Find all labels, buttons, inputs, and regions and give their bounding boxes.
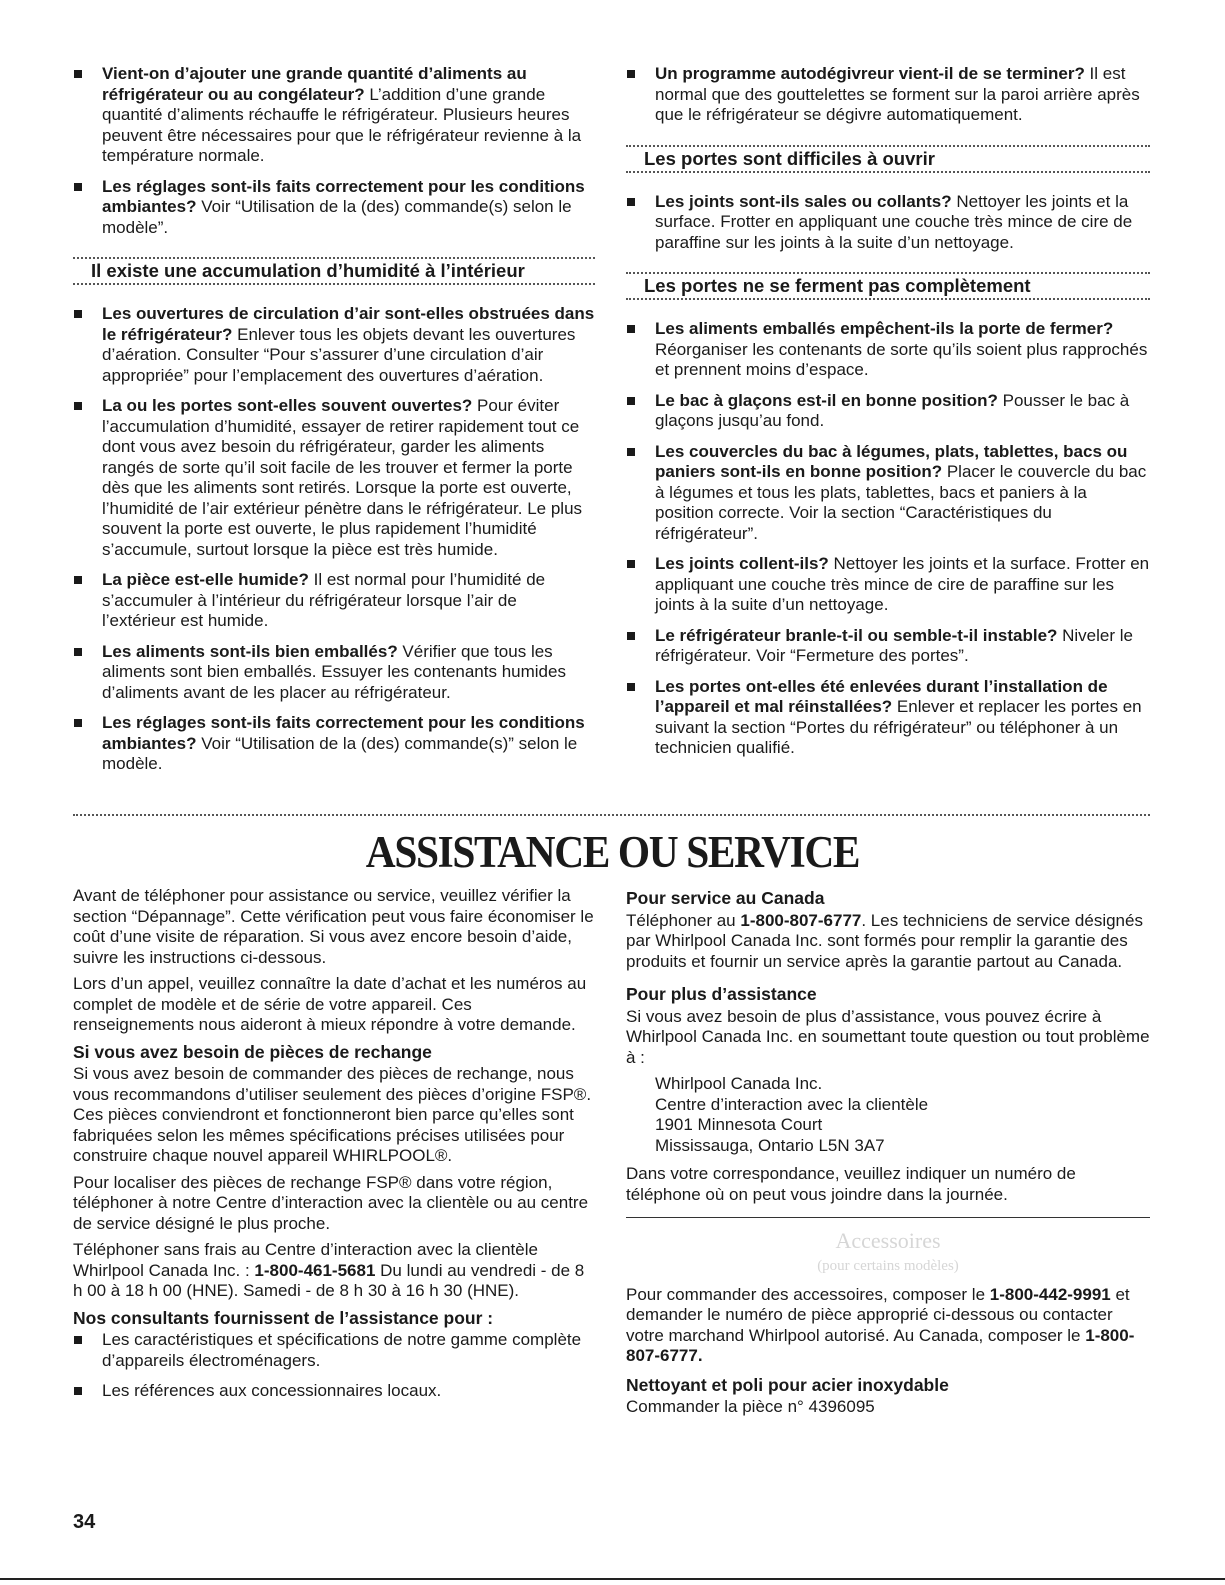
list-item bbox=[626, 626, 1150, 667]
title-divider bbox=[73, 814, 1150, 816]
answer-text: Placer le couvercle du bac à légumes et tous les plats, tablettes, bacs et paniers à la position correcte. Voir la section “Caractéristiques du réfrigérateur”. bbox=[655, 462, 1147, 543]
section-heading-text: Il existe une accumulation d’humidité à l’intérieur bbox=[91, 260, 525, 281]
list-item bbox=[73, 396, 595, 560]
bullet-list bbox=[626, 192, 1150, 254]
call-info-paragraph: Lors d’un appel, veuillez connaître la date d’achat et les numéros au complet de modèle et de série de votre appareil. Ces renseignements nous aideront à mieux répondre à votre demande. bbox=[73, 974, 587, 1034]
list-item bbox=[626, 442, 1150, 545]
answer-text: Enlever et replacer les portes en suivant la section “Portes du réfrigérateur” ou téléphoner à un technicien qualifié. bbox=[655, 697, 1142, 757]
answer-text: Voir “Utilisation de la (des) commande(s) selon le modèle”. bbox=[102, 197, 572, 237]
answer-text: Pousser le bac à glaçons jusqu’au fond. bbox=[655, 390, 1130, 430]
address-line: Mississauga, Ontario L5N 3A7 bbox=[655, 1135, 885, 1155]
canada-service-paragraph bbox=[626, 911, 1150, 973]
list-item bbox=[73, 64, 595, 167]
list-item bbox=[626, 64, 1150, 126]
question-text: Les réglages sont-ils faits correctement pour les conditions ambiantes? bbox=[102, 713, 585, 753]
top-right-column bbox=[626, 64, 1150, 769]
dotted-rule bbox=[626, 298, 1150, 300]
section-divider bbox=[626, 1217, 1150, 1218]
bullet-list bbox=[73, 304, 595, 775]
canada-service-heading: Pour service au Canada bbox=[626, 888, 825, 908]
list-item bbox=[73, 177, 595, 239]
more-assistance-heading: Pour plus d’assistance bbox=[626, 984, 817, 1004]
question-text: Vient-on d’ajouter une grande quantité d’aliments au réfrigérateur ou au congélateur? bbox=[102, 64, 527, 104]
answer-text: Niveler le réfrigérateur. Voir “Fermeture des portes”. bbox=[655, 625, 1133, 665]
question-text: Les réglages sont-ils faits correctement pour les conditions ambiantes? bbox=[102, 176, 585, 216]
accessories-subheading: (pour certains modèles) bbox=[817, 1258, 959, 1274]
question-text: Les joints collent-ils? bbox=[655, 554, 829, 573]
bottom-right-column bbox=[626, 886, 1150, 1424]
question-text: La ou les portes sont-elles souvent ouvertes? bbox=[102, 396, 473, 415]
list-item bbox=[73, 304, 595, 386]
cleaner-part-number: Commander la pièce n° 4396095 bbox=[626, 1397, 875, 1416]
address-line: Whirlpool Canada Inc. bbox=[655, 1074, 823, 1093]
list-item bbox=[626, 192, 1150, 254]
dotted-rule bbox=[73, 283, 595, 285]
question-text: Les portes ont-elles été enlevées durant l’installation de l’appareil et mal réinstallées? bbox=[655, 676, 1108, 716]
address-line: 1901 Minnesota Court bbox=[655, 1115, 823, 1134]
list-item: Les caractéristiques et spécifications de notre gamme complète d’appareils électroménagers. bbox=[73, 1330, 595, 1371]
question-text: Le réfrigérateur branle-t-il ou semble-t-il instable? bbox=[655, 625, 1058, 645]
canada-text: Téléphoner au bbox=[626, 910, 741, 930]
canada-text: . Les techniciens de service désignés par Whirlpool Canada Inc. sont formés pour remplir la garantie des produits et fournir un service après la garantie partout au Canada. bbox=[626, 910, 1143, 971]
accessories-text: et demander le numéro de pièce approprié ci-dessous ou contacter votre marchand Whirlpool autorisé. Au Canada, composer le bbox=[626, 1284, 1130, 1345]
parts-heading: Si vous avez besoin de pièces de rechange bbox=[73, 1041, 432, 1062]
answer-text: Il est normal que des gouttelettes se forment sur la paroi arrière après que le réfrigérateur se dégivre automatiquement. bbox=[655, 64, 1140, 124]
answer-text: Enlever tous les objets devant les ouvertures d’aération. Consulter “Pour s’assurer d’une circulation d’air appropriée” pour l’emplacement des ouvertures d’aération. bbox=[102, 324, 576, 385]
answer-text: Réorganiser les contenants de sorte qu’ils soient plus rapprochés et prennent moins d’espace. bbox=[655, 339, 1148, 379]
parts-locate-paragraph: Pour localiser des pièces de rechange FSP® dans votre région, téléphoner à notre Centre d’interaction avec la clientèle ou au centre de service désigné le plus proche. bbox=[73, 1172, 589, 1233]
toll-free-paragraph bbox=[73, 1240, 595, 1302]
question-text: Les ouvertures de circulation d’air sont-elles obstruées dans le réfrigérateur? bbox=[102, 304, 595, 344]
question-text: Les joints sont-ils sales ou collants? bbox=[655, 191, 952, 211]
list-item bbox=[626, 677, 1150, 759]
bullet-list bbox=[73, 64, 595, 238]
intro-paragraph: Avant de téléphoner pour assistance ou service, veuillez vérifier la section “Dépannage”. Cette vérification peut vous faire économiser le coût d’une visite de réparation. Si vous avez encore besoin d’aide, suivre les instructions ci-dessous. bbox=[73, 886, 594, 967]
correspondence-paragraph: Dans votre correspondance, veuillez indiquer un numéro de téléphone où on peut vous joindre dans la journée. bbox=[626, 1164, 1076, 1204]
answer-text: Vérifier que tous les aliments sont bien emballés. Essuyer les contenants humides d’aliments avant de les placer au réfrigérateur. bbox=[102, 641, 566, 702]
address-line: Centre d’interaction avec la clientèle bbox=[655, 1094, 929, 1114]
page-number: 34 bbox=[73, 1511, 96, 1533]
mailing-address bbox=[626, 1074, 1150, 1156]
accessories-text: Pour commander des accessoires, composer le bbox=[626, 1284, 990, 1304]
section-heading bbox=[626, 263, 1150, 309]
list-item bbox=[626, 319, 1150, 381]
top-left-column bbox=[73, 64, 595, 785]
phone-number: 1-800-461-5681 bbox=[254, 1260, 376, 1280]
consultants-list bbox=[73, 1330, 595, 1402]
list-item bbox=[73, 570, 595, 632]
page-title: ASSISTANCE OU SERVICE bbox=[365, 827, 860, 877]
question-text: Les aliments emballés empêchent-ils la porte de fermer? bbox=[655, 319, 1114, 338]
question-text: Les aliments sont-ils bien emballés? bbox=[102, 641, 398, 661]
bullet-list bbox=[626, 64, 1150, 126]
consultants-heading: Nos consultants fournissent de l’assistance pour : bbox=[73, 1307, 494, 1328]
accessories-paragraph bbox=[626, 1285, 1150, 1367]
question-text: La pièce est-elle humide? bbox=[102, 570, 309, 589]
answer-text: Pour éviter l’accumulation d’humidité, essayer de retirer rapidement tout ce dont vous avez besoin du réfrigérateur, garder les aliments rangés de sorte qu’il soit facile de les trouver et fermer la porte dès que les aliments sont retirés. Lorsque la porte est ouverte, l’humidité de l’air extérieur pénètre dans le réfrigérateur. Le plus souvent la porte est ouverte, le plus rapidement l’humidité s’accumule, surtout lorsque la pièce est très humide. bbox=[102, 396, 583, 559]
bullet-list bbox=[626, 319, 1150, 759]
question-text: Le bac à glaçons est-il en bonne position? bbox=[655, 390, 998, 410]
accessories-heading: Accessoires bbox=[835, 1228, 941, 1253]
dotted-rule bbox=[626, 171, 1150, 173]
cleaner-heading: Nettoyant et poli pour acier inoxydable bbox=[626, 1374, 949, 1395]
section-heading-text: Les portes ne se ferment pas complètement bbox=[644, 275, 1031, 296]
answer-text: Il est normal pour l’humidité de s’accumuler à l’intérieur du réfrigérateur lorsque l’air de l’extérieur est humide. bbox=[102, 570, 546, 630]
parts-paragraph: Si vous avez besoin de commander des pièces de rechange, nous vous recommandons d’utiliser seulement des pièces d’origine FSP®. Ces pièces conviendront et fonctionneront bien parce qu’elles sont fabriquées selon les mêmes spécifications précises utilisées pour construire chaque nouvel appareil WHIRLPOOL®. bbox=[73, 1064, 592, 1165]
answer-text: Voir “Utilisation de la (des) commande(s)” selon le modèle. bbox=[102, 733, 578, 773]
section-heading bbox=[73, 248, 595, 294]
toll-free-text: Téléphoner sans frais au Centre d’interaction avec la clientèle Whirlpool Canada Inc. : bbox=[73, 1240, 538, 1280]
section-heading-text: Les portes sont difficiles à ouvrir bbox=[644, 147, 935, 169]
more-assistance-paragraph: Si vous avez besoin de plus d’assistance, vous pouvez écrire à Whirlpool Canada Inc. en soumettant toute question ou tout problème à : bbox=[626, 1006, 1150, 1067]
bottom-rule bbox=[0, 1578, 1225, 1580]
answer-text: Nettoyer les joints et la surface. Frotter en appliquant une couche très mince de cire de paraffine sur les joints à la suite d’un nettoyage. bbox=[655, 191, 1133, 252]
phone-number: 1-800-807-6777 bbox=[740, 910, 862, 930]
question-text: Les couvercles du bac à légumes, plats, tablettes, bacs ou paniers sont-ils en bonne position? bbox=[655, 441, 1128, 481]
list-item bbox=[73, 642, 595, 704]
bottom-left-column bbox=[73, 886, 595, 1412]
hours-text: Du lundi au vendredi - de 8 h 00 à 18 h 00 (HNE). Samedi - de 8 h 30 à 16 h 30 (HNE). bbox=[73, 1260, 585, 1300]
question-text: Un programme autodégivreur vient-il de se terminer? bbox=[655, 64, 1085, 83]
list-item bbox=[73, 713, 595, 775]
list-item: Les références aux concessionnaires locaux. bbox=[73, 1381, 595, 1402]
section-heading bbox=[626, 136, 1150, 182]
list-item bbox=[626, 391, 1150, 432]
answer-text: L’addition d’une grande quantité d’aliments réchauffe le réfrigérateur. Plusieurs heures peuvent être nécessaires pour que le réfrigérateur revienne à la température normale. bbox=[102, 84, 582, 165]
list-item bbox=[626, 554, 1150, 616]
answer-text: Nettoyer les joints et la surface. Frotter en appliquant une couche très mince de cire de paraffine sur les joints à la suite d’un nettoyage. bbox=[655, 554, 1150, 614]
phone-number: 1-800-807-6777. bbox=[626, 1325, 1135, 1365]
phone-number: 1-800-442-9991 bbox=[989, 1284, 1111, 1304]
